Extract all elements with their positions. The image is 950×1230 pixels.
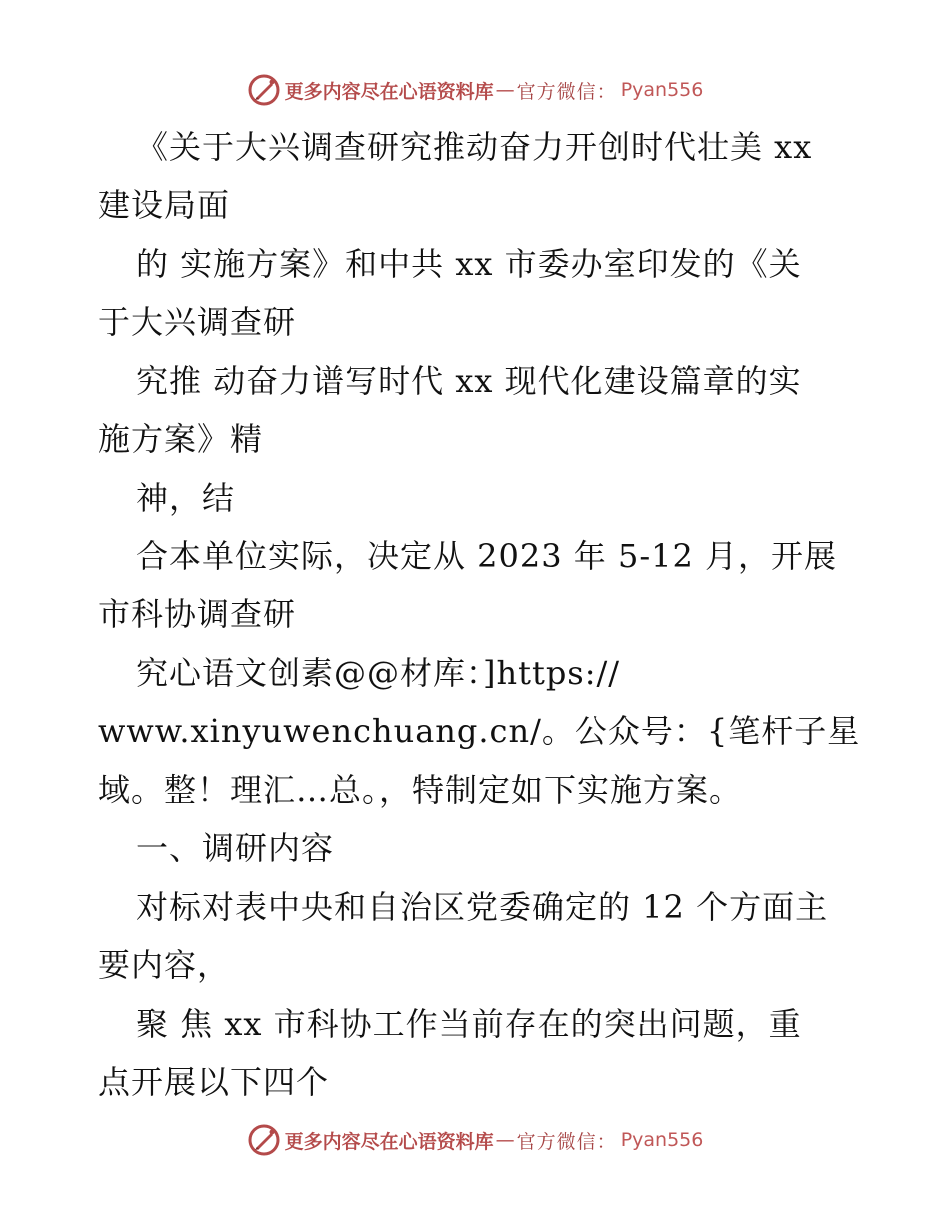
body-line-4: 于大兴调查研 bbox=[98, 303, 297, 341]
section-heading-research-content: 一、调研内容 bbox=[136, 829, 335, 867]
body-line-11: www.xinyuwenchuang.cn/。公众号：{笔杆子星 bbox=[98, 712, 861, 750]
body-line-15: 要内容， bbox=[98, 946, 231, 984]
body-line-1: 《关于大兴调查研究推动奋力开创时代壮美 xx bbox=[136, 128, 813, 166]
body-line-14: 对标对表中央和自治区党委确定的 12 个方面主 bbox=[136, 888, 829, 926]
body-line-17: 点开展以下四个 bbox=[98, 1063, 330, 1101]
header-watermark bbox=[0, 70, 950, 110]
watermark-dash: — bbox=[495, 1129, 515, 1151]
body-line-10: 究心语文创素@@材库：]https:// bbox=[136, 654, 621, 692]
body-line-8: 合本单位实际，决定从 2023 年 5-12 月，开展 bbox=[136, 537, 838, 575]
watermark-dash: — bbox=[495, 79, 515, 101]
body-line-7: 神，结 bbox=[136, 479, 236, 517]
body-line-16: 聚 焦 xx 市科协工作当前存在的突出问题，重 bbox=[136, 1005, 802, 1043]
footer-watermark bbox=[0, 1120, 950, 1160]
quill-pen-circle-icon bbox=[247, 73, 281, 107]
body-line-6: 施方案》精 bbox=[98, 420, 264, 458]
watermark-wechat-label: 官方微信： bbox=[516, 80, 617, 103]
quill-pen-circle-icon bbox=[247, 1123, 281, 1157]
watermark-wechat-id: Pyan556 bbox=[620, 1129, 704, 1151]
body-line-2: 建设局面 bbox=[98, 186, 231, 224]
body-line-12: 域。整！理汇…总。，特制定如下实施方案。 bbox=[98, 771, 743, 809]
watermark-wechat-id: Pyan556 bbox=[620, 79, 704, 101]
body-line-9: 市科协调查研 bbox=[98, 595, 297, 633]
body-line-3: 的 实施方案》和中共 xx 市委办室印发的《关 bbox=[136, 245, 802, 283]
watermark-site-text: 更多内容尽在心语资料库 bbox=[284, 80, 494, 103]
watermark-site-text: 更多内容尽在心语资料库 bbox=[284, 1130, 494, 1153]
watermark-wechat-label: 官方微信： bbox=[516, 1130, 617, 1153]
body-line-5: 究推 动奋力谱写时代 xx 现代化建设篇章的实 bbox=[136, 362, 802, 400]
